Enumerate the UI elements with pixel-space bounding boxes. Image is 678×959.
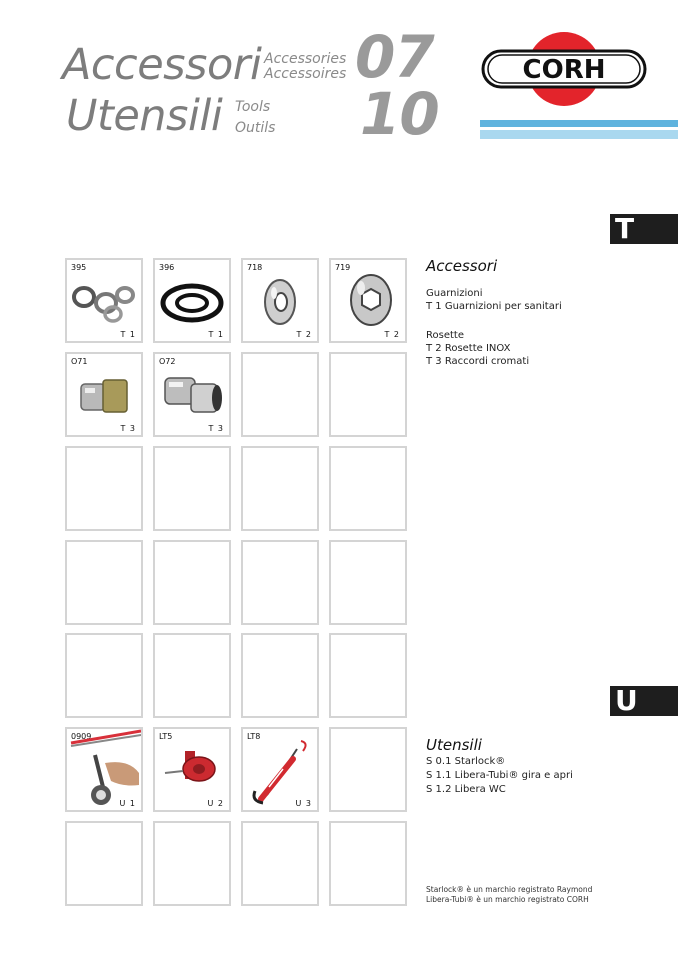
product-cell-396[interactable] <box>153 258 231 343</box>
product-cell-lt5[interactable] <box>153 727 231 812</box>
empty-cell <box>329 727 407 812</box>
title-utensili: Utensili <box>66 91 223 141</box>
product-ref: T 2 <box>384 330 400 339</box>
product-ref: U 1 <box>119 799 136 808</box>
product-ref: U 2 <box>207 799 224 808</box>
list-item[interactable]: S 0.1 Starlock® <box>426 756 506 767</box>
product-code: 0909 <box>71 732 92 741</box>
empty-cell <box>65 821 143 906</box>
list-item[interactable]: T 3 Raccordi cromati <box>426 356 530 367</box>
group-title-rosette: Rosette <box>426 330 464 341</box>
drain-spring-icon <box>243 729 317 810</box>
product-cell-718[interactable] <box>241 258 319 343</box>
empty-cell <box>241 352 319 437</box>
product-cell-395[interactable] <box>65 258 143 343</box>
product-ref: T 1 <box>208 330 224 339</box>
product-ref: T 3 <box>120 424 136 433</box>
logo-text: CORH <box>522 55 606 85</box>
washers-icon <box>67 260 141 341</box>
header-band-blue <box>480 120 678 127</box>
fitting-icon <box>67 354 141 435</box>
empty-cell <box>241 540 319 625</box>
empty-cell <box>329 352 407 437</box>
cutter-tool-icon <box>67 729 141 810</box>
drain-auger-icon <box>155 729 229 810</box>
chrome-fitting-icon <box>155 354 229 435</box>
subtitle-accessories: Accessories <box>264 51 347 67</box>
product-code: LT8 <box>247 732 261 741</box>
list-item[interactable]: T 1 Guarnizioni per sanitari <box>426 301 562 312</box>
product-ref: T 3 <box>208 424 224 433</box>
product-code: 395 <box>71 263 87 272</box>
empty-cell <box>65 633 143 718</box>
product-code: 719 <box>335 263 351 272</box>
product-code: 718 <box>247 263 263 272</box>
title-accessori: Accessori <box>62 40 262 90</box>
list-item[interactable]: T 2 Rosette INOX <box>426 343 511 354</box>
footnote-starlock: Starlock® è un marchio registrato Raymond <box>426 885 593 894</box>
hex-rosette-icon <box>331 260 405 341</box>
subtitle-tools: Tools <box>235 99 271 115</box>
empty-cell <box>241 446 319 531</box>
product-cell-lt8[interactable] <box>241 727 319 812</box>
empty-cell <box>329 540 407 625</box>
section-tab-t: T <box>610 214 678 244</box>
gasket-rings-icon <box>155 260 229 341</box>
chapter-number-10: 10 <box>360 80 439 148</box>
section-title-utensili: Utensili <box>426 736 482 754</box>
product-code: O71 <box>71 357 88 366</box>
group-title-guarnizioni: Guarnizioni <box>426 288 483 299</box>
product-cell-o71[interactable] <box>65 352 143 437</box>
header-band-light <box>480 130 678 139</box>
product-ref: T 1 <box>120 330 136 339</box>
product-code: O72 <box>159 357 176 366</box>
chapter-number-07: 07 <box>355 23 434 91</box>
rosette-icon <box>243 260 317 341</box>
list-item[interactable]: S 1.1 Libera-Tubi® gira e apri <box>426 770 573 781</box>
list-item[interactable]: S 1.2 Libera WC <box>426 784 506 795</box>
footnote-libera-tubi: Libera-Tubi® è un marchio registrato CORH <box>426 895 589 904</box>
product-ref: U 3 <box>295 799 312 808</box>
empty-cell <box>153 446 231 531</box>
section-title-accessori: Accessori <box>426 257 498 275</box>
empty-cell <box>65 540 143 625</box>
product-ref: T 2 <box>296 330 312 339</box>
corh-logo <box>480 31 648 107</box>
empty-cell <box>329 446 407 531</box>
subtitle-accessoires: Accessoires <box>264 66 347 82</box>
empty-cell <box>153 633 231 718</box>
empty-cell <box>241 633 319 718</box>
empty-cell <box>153 821 231 906</box>
section-tab-u: U <box>610 686 678 716</box>
product-cell-0909[interactable] <box>65 727 143 812</box>
product-cell-o72[interactable] <box>153 352 231 437</box>
product-cell-719[interactable] <box>329 258 407 343</box>
empty-cell <box>153 540 231 625</box>
subtitle-outils: Outils <box>235 120 276 136</box>
empty-cell <box>241 821 319 906</box>
empty-cell <box>329 633 407 718</box>
empty-cell <box>65 446 143 531</box>
product-code: 396 <box>159 263 175 272</box>
empty-cell <box>329 821 407 906</box>
product-code: LT5 <box>159 732 173 741</box>
